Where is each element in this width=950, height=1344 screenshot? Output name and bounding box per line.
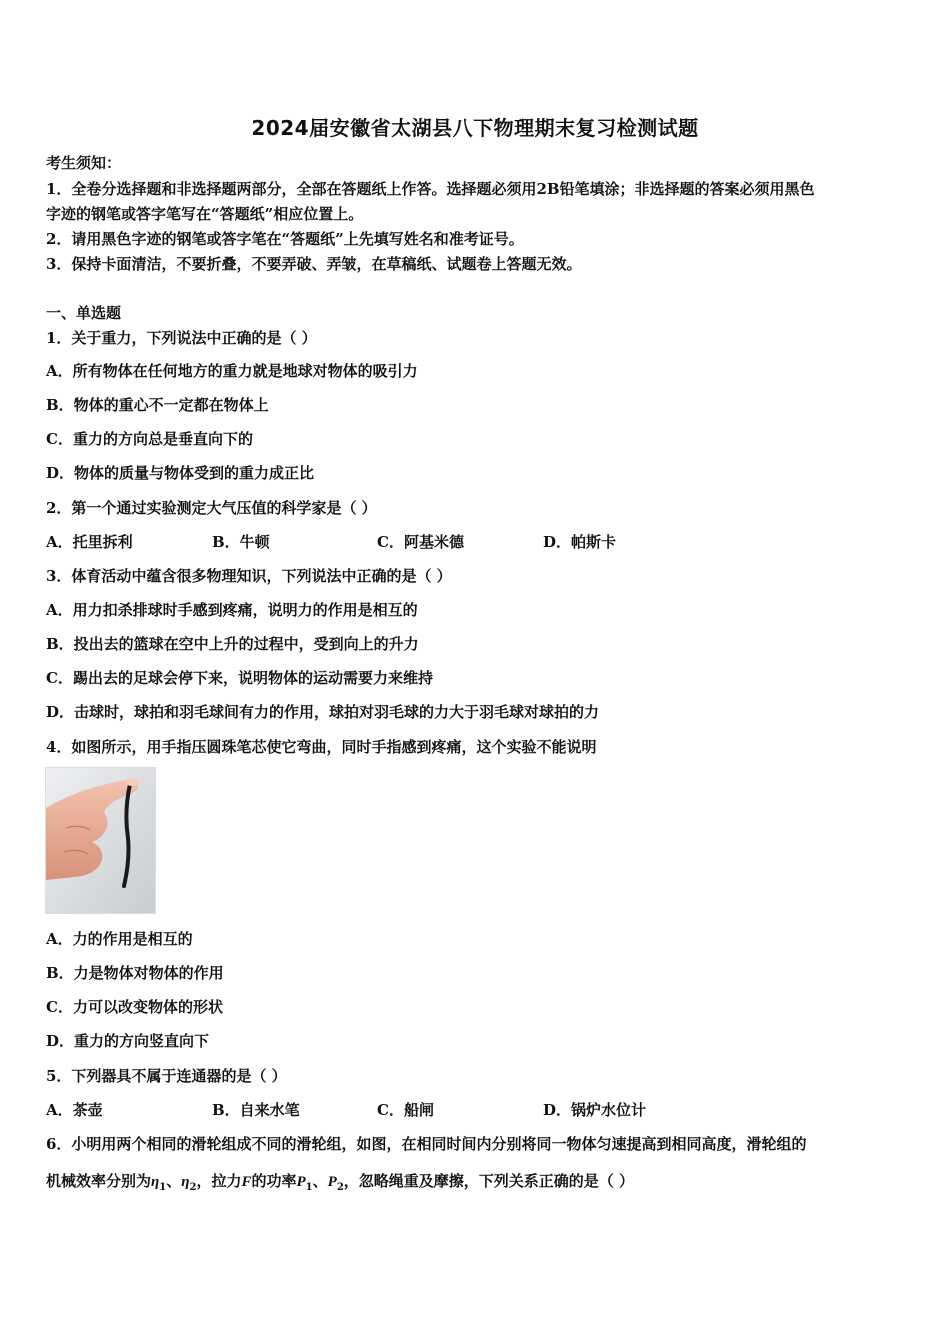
question-1-option-b: B．物体的重心不一定都在物体上 [46,396,269,414]
question-2-option-b: B．牛顿 [212,533,270,551]
question-3-option-b: B．投出去的篮球在空中上升的过程中，受到向上的升力 [46,635,419,653]
question-5-option-a: A．茶壶 [46,1101,103,1119]
notice-item: 字迹的钢笔或答字笔写在“答题纸”相应位置上。 [46,205,364,223]
question-2-option-a: A．托里拆利 [46,533,133,551]
question-1-option-a: A．所有物体在任何地方的重力就是地球对物体的吸引力 [46,362,418,380]
notice-heading: 考生须知： [46,154,122,172]
question-1-stem: 1．关于重力，下列说法中正确的是（ ） [46,329,317,347]
question-4-stem: 4．如图所示，用手指压圆珠笔芯使它弯曲，同时手指感到疼痛，这个实验不能说明 [46,738,597,756]
question-5-option-b: B．自来水笔 [212,1101,300,1119]
section-heading: 一、单选题 [46,304,122,322]
question-5-stem: 5．下列器具不属于连通器的是（ ） [46,1067,287,1085]
notice-item: 2．请用黑色字迹的钢笔或答字笔在“答题纸”上先填写姓名和准考证号。 [46,230,524,248]
question-5-option-d: D．锅炉水位计 [543,1101,647,1119]
question-3-stem: 3．体育活动中蕴含很多物理知识，下列说法中正确的是（ ） [46,567,452,585]
question-1-option-c: C．重力的方向总是垂直向下的 [46,430,253,448]
question-2-option-d: D．帕斯卡 [543,533,617,551]
question-5-option-c: C．船闸 [377,1101,434,1119]
question-1-option-d: D．物体的质量与物体受到的重力成正比 [46,464,315,482]
question-4-option-d: D．重力的方向竖直向下 [46,1032,210,1050]
question-3-option-c: C．踢出去的足球会停下来，说明物体的运动需要力来维持 [46,669,433,687]
question-6-stem-line1: 6．小明用两个相同的滑轮组成不同的滑轮组，如图，在相同时间内分别将同一物体匀速提高到相同高度，滑轮组的 [46,1135,807,1153]
question-2-option-c: C．阿基米德 [377,533,464,551]
question-4-option-c: C．力可以改变物体的形状 [46,998,223,1016]
question-2-stem: 2．第一个通过实验测定大气压值的科学家是（ ） [46,499,377,517]
finger-pressing-pen-refill-photo [45,767,156,914]
question-3-option-a: A．用力扣杀排球时手感到疼痛，说明力的作用是相互的 [46,601,418,619]
notice-item: 1．全卷分选择题和非选择题两部分，全部在答题纸上作答。选择题必须用2B铅笔填涂；非选择题的答案必须用黑色 [46,180,815,198]
question-3-option-d: D．击球时，球拍和羽毛球间有力的作用，球拍对羽毛球的力大于羽毛球对球拍的力 [46,703,600,721]
notice-item: 3．保持卡面清洁，不要折叠，不要弄破、弄皱，在草稿纸、试题卷上答题无效。 [46,255,582,273]
question-6-stem-line2: 机械效率分别为$\eta_1$、$\eta_2$，拉力F的功率$P_1$、$P_2$，忽略绳重及摩擦，下列关系正确的是（ ） [46,1172,635,1193]
question-4-option-b: B．力是物体对物体的作用 [46,964,224,982]
question-4-option-a: A．力的作用是相互的 [46,930,193,948]
page-title: 2024届安徽省太湖县八下物理期末复习检测试题 [251,116,699,140]
